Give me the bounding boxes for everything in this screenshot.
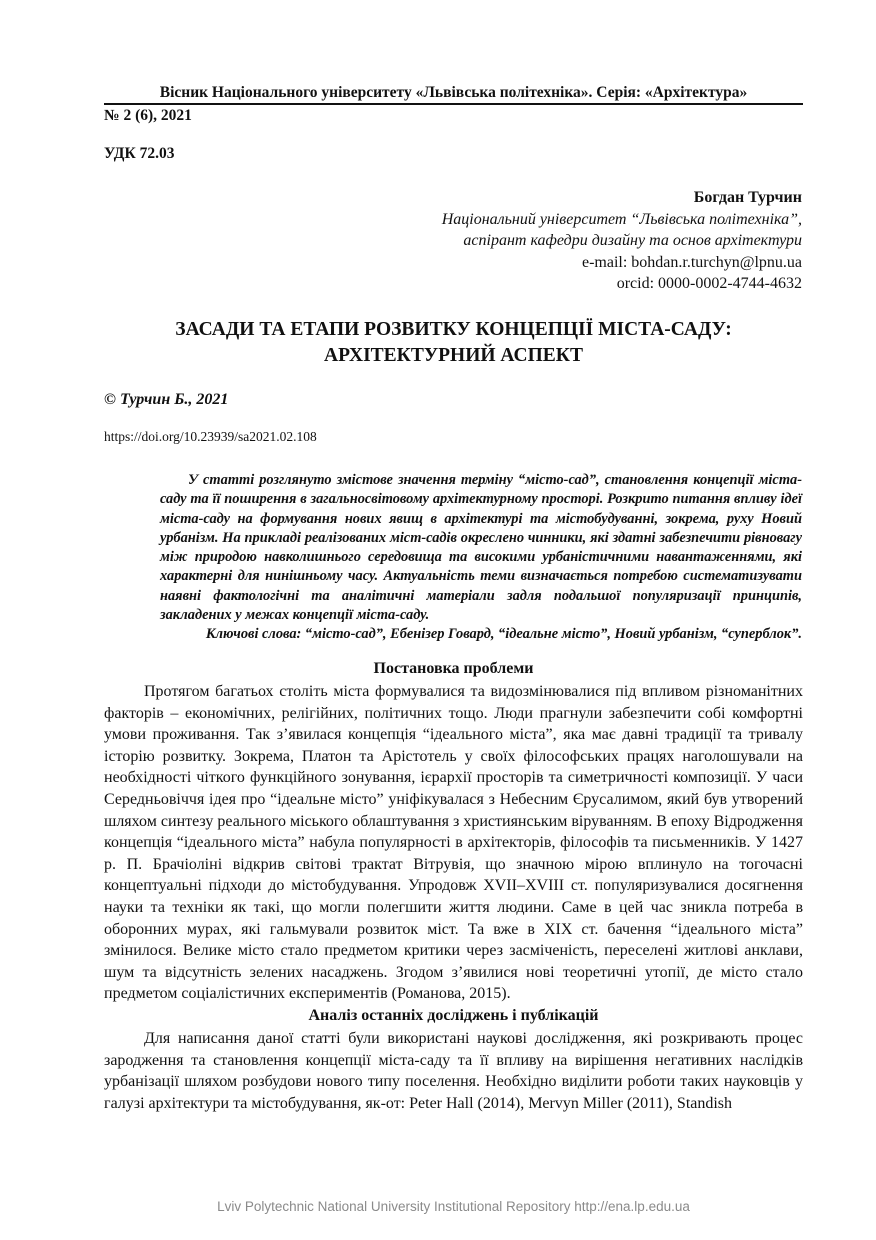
journal-title: Вісник Національного університету «Львівська політехніка». Серія: «Архітектура» <box>159 84 748 101</box>
author-position: аспірант кафедри дизайну та основ архітектури <box>463 232 802 250</box>
author-affiliation: Національний університет “Львівська політехніка”, <box>441 210 802 228</box>
issue-number: № 2 (6), 2021 <box>104 107 192 124</box>
author-orcid: orcid: 0000-0002-4744-4632 <box>616 275 802 293</box>
abstract-text: У статті розглянуто змістове значення терміну “місто-сад”, становлення концепції міста-саду та її поширення в загальносвітовому архітектурному просторі. Розкрито питання впливу ідеї міста-саду на формування нових явищ в архітектурі та містобудуванні, зокрема, руху Новий урбанізм. На прикладі реалізованих міст-садів окреслено чинники, які здатні забезпечити рівновагу між природою навколишнього середовища та високими урбаністичними навантаженнями, які характерні для нинішньому часу. Актуальність теми визначається потребою систематизувати наявні фактологічні та аналітичні матеріали задля подальшої популяризації принципів, закладених у межах концепції міста-саду. <box>160 472 802 624</box>
author-block <box>442 187 802 295</box>
copyright-notice: © Турчин Б., 2021 <box>104 391 229 408</box>
article-title-line-1: ЗАСАДИ ТА ЕТАПИ РОЗВИТКУ КОНЦЕПЦІЇ МІСТА-САДУ: <box>175 319 732 340</box>
section-heading-problem: Постановка проблеми <box>373 660 534 677</box>
repository-footer: Lviv Polytechnic National University Institutional Repository http://ena.lp.edu.ua <box>217 1199 690 1214</box>
udc-code: УДК 72.03 <box>104 145 175 162</box>
abstract <box>160 471 802 645</box>
article-title <box>104 317 803 369</box>
article-title-line-2: АРХІТЕКТУРНИЙ АСПЕКТ <box>324 345 583 366</box>
section-body-analysis <box>104 1028 803 1114</box>
paragraph: Протягом багатьох століть міста формувалися та видозмінювалися під впливом різноманітних факторів – економічних, релігійних, політичних тощо. Люди прагнули забезпечити собі комфортні умови проживання. Так з’явилася концепція “ідеального міста”, яка має давні традиції та тривалу історію розвитку. Зокрема, Платон та Арістотель у своїх філософських працях наголошували на необхідності чіткого функційного зонування, ієрархії просторів та симетричності композиції. У часи Середньовіччя ідея про “ідеальне місто” уніфікувалася з Небесним Єрусалимом, який був утворений шляхом синтезу реального міського облаштування з християнським віруванням. В епоху Відродження концепція “ідеального міста” набула популярності в архітекторів, філософів та письменників. У 1427 р. П. Брачіоліні відкрив світові трактат Вітрувія, що значною мірою вплинуло на тогочасні концептуальні підходи до містобудування. Упродовж XVII–XVIII ст. популяризувалися досягнення науки та техніки як такі, що могли полегшити життя людини. Саме в цей час зникла потреба в оборонних мурах, які гальмували розвиток міст. Та вже в XIX ст. бачення “ідеального міста” змінилося. Велике місто стало предметом критики через засміченість, переселені житлові анклави, шум та відсутність зелених насаджень. Згодом з’явилися нові теоретичні утопії, де місто стало предметом соціалістичних експериментів (Романова, 2015). <box>104 683 803 1003</box>
paragraph: Для написання даної статті були використані наукові дослідження, які розкривають процес зародження та становлення концепції міста-саду та її впливу на вирішення негативних наслідків урбанізації шляхом розбудови нового типу поселення. Необхідно виділити роботи таких науковців у галузі архітектури та містобудування, як-от: Peter Hall (2014), Mervyn Miller (2011), Standish <box>104 1030 803 1112</box>
header-rule <box>104 103 803 105</box>
author-email: e-mail: bohdan.r.turchyn@lpnu.ua <box>581 253 802 271</box>
keywords: Ключові слова: “місто-сад”, Ебенізер Говард, “ідеальне місто”, Новий урбанізм, “суперблок”. <box>205 626 802 643</box>
author-name: Богдан Турчин <box>693 189 802 206</box>
section-heading-analysis: Аналіз останніх досліджень і публікацій <box>308 1007 599 1024</box>
doi-link[interactable]: https://doi.org/10.23939/sa2021.02.108 <box>104 429 317 444</box>
section-body-problem <box>104 681 803 1005</box>
